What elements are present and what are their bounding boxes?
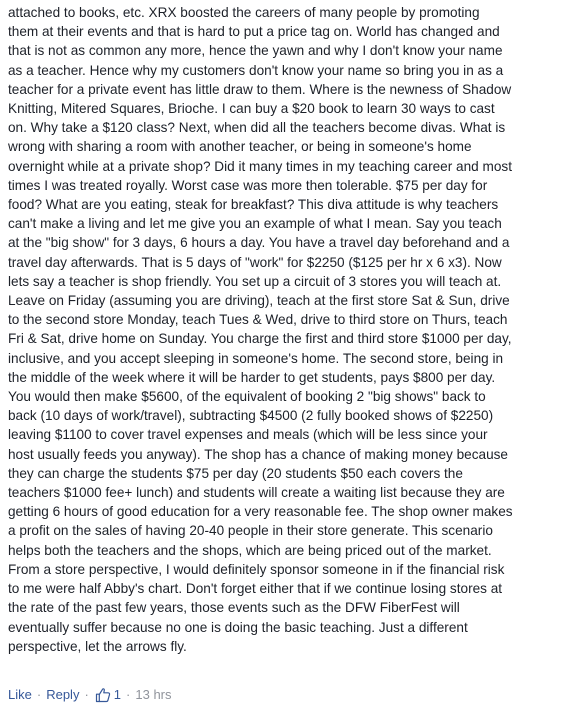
- comment-line: back (10 days of work/travel), subtracting $4500 (2 fully booked shows of $2250): [8, 408, 494, 424]
- comment-line: inclusive, and you accept sleeping in someone's home. The second store, being in: [8, 350, 504, 366]
- comment-line: lets say a teacher is shop friendly. You set up a circuit of 3 stores you will teach at.: [8, 273, 502, 289]
- comment-line: teachers $1000 fee+ lunch) and students will create a waiting list because they are: [8, 485, 505, 501]
- comment-line: getting 6 hours of good education for a very reasonable fee. The shop owner makes: [8, 504, 513, 520]
- comment-line: Leave on Friday (assuming you are driving), teach at the first store Sat & Sun, drive: [8, 293, 510, 309]
- comment-line: travel day afterwards. That is 5 days of "work" for $2250 ($125 per hr x 6 x3). Now: [8, 254, 502, 270]
- comment-line: the rate of the past few years, those events such as the DFW FiberFest will: [8, 600, 460, 616]
- comment-line: leaving $1100 to cover travel expenses and meals (which will be less since your: [8, 427, 488, 443]
- comment-line: food? What are you eating, steak for breakfast? This diva attitude is why teachers: [8, 197, 499, 213]
- comment-line: host usually feeds you anyway). The shop has a chance of making money because: [8, 446, 508, 462]
- comment-line: times I was treated royally. Worst case was more then tolerable. $75 per day for: [8, 177, 488, 193]
- comment-line: to the second store Monday, teach Tues & Wed, drive to third store on Thurs, teach: [8, 312, 508, 328]
- like-count[interactable]: 1: [113, 687, 122, 702]
- comment-body: [8, 3, 571, 656]
- comment-line: wrong with sharing a room with another teacher, or being in someone's home: [8, 139, 472, 155]
- comment-line: Fri & Sat, drive home on Sunday. You charge the first and third store $1000 per day,: [8, 331, 512, 347]
- comment-line: teacher for a private event has little draw to them. Where is the newness of Shadow: [8, 81, 512, 97]
- separator-dot: ·: [126, 687, 131, 702]
- reply-button[interactable]: Reply: [46, 687, 80, 702]
- comment-line: that is not as common any more, hence the yawn and why I don't know your name: [8, 43, 503, 59]
- comment-line: them at their events and that is hard to put a price tag on. World has changed and: [8, 24, 500, 40]
- comment-timestamp[interactable]: 13 hrs: [135, 687, 172, 702]
- separator-dot: ·: [84, 687, 89, 702]
- thumbs-up-icon[interactable]: [95, 687, 111, 703]
- comment-line: at the "big show" for 3 days, 6 hours a day. You have a travel day beforehand and a: [8, 235, 510, 251]
- comment-line: overnight while at a private shop? Did it many times in my teaching career and most: [8, 158, 512, 174]
- comment-line: eventually suffer because no one is doing the basic teaching. Just a different: [8, 619, 468, 635]
- comment-line: From a store perspective, I would definitely sponsor someone in if the financial risk: [8, 561, 505, 577]
- comment-actions: [8, 686, 172, 704]
- comment-line: can't make a living and let me give you an example of what I mean. Say you teach: [8, 216, 502, 232]
- comment-line: perspective, let the arrows fly.: [8, 638, 187, 654]
- comment-line: attached to books, etc. XRX boosted the careers of many people by promoting: [8, 5, 480, 20]
- comment-line: Knitting, Mitered Squares, Brioche. I can buy a $20 book to learn 30 ways to cast: [8, 101, 495, 117]
- comment-line: a profit on the sales of having 20-40 people in their store generate. This scenario: [8, 523, 493, 539]
- comment-line: they can charge the students $75 per day (20 students $50 each covers the: [8, 465, 463, 481]
- separator-dot: ·: [36, 687, 42, 702]
- like-button[interactable]: Like: [8, 687, 32, 702]
- comment-line: helps both the teachers and the shops, which are being priced out of the market.: [8, 542, 492, 558]
- comment-line: on. Why take a $120 class? Next, when did all the teachers become divas. What is: [8, 120, 506, 136]
- comment-line: to me were half Abby's chart. Don't forget either that if we continue losing stores at: [8, 581, 503, 597]
- comment-line: You would then make $5600, of the equivalent of booking 2 "big shows" back to: [8, 389, 486, 405]
- comment-line: the middle of the week where it will be harder to get students, pays $800 per day.: [8, 369, 496, 385]
- comment-line: as a teacher. Hence why my customers don't know your name so bring you in as a: [8, 62, 504, 78]
